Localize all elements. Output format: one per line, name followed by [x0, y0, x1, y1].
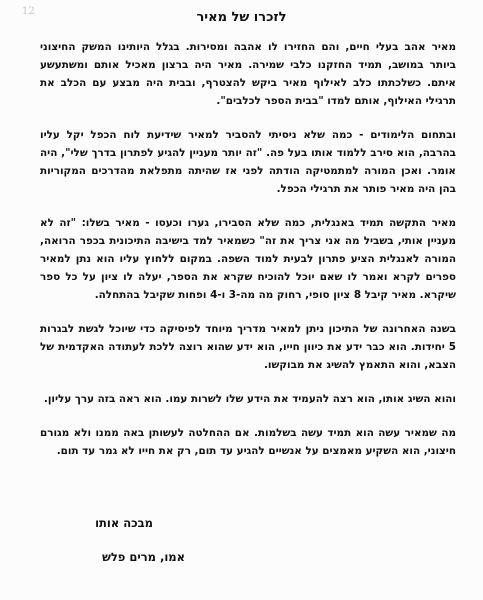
paragraph-1: מאיר אהב בעלי חיים, והם החזירו לו אהבה ומסירות. בגלל היותינו המשק החיצוני ביותר במושב, תמיד החזקנו כלבי שמירה. מאיר היה ברצון מאכיל אותם ומשתעשע איתם. כשלכתתו כלב לאילוף מאיר ביקש להצטרף, ובבית היה מבצע עם הכלב את תרגילי האילוף, אותם למדו "בבית הספר לכלבים". — [40, 41, 456, 107]
memorial-text — [40, 38, 456, 476]
document-title: לזכרו של מאיר — [196, 10, 287, 25]
paragraph-6: מה שמאיר עשה הוא תמיד עשה בשלמות. אם ההחלטה לעשותן באה ממנו ולא מגורם חיצוני, הוא השקיע מאמצים על אנשיים להגיע עד תום, רק את חייו לא גמר עד תום. — [40, 427, 456, 457]
paragraph-3: מאיר התקשה תמיד באנגלית, כמה שלא הסבירו, גערו וכעסו - מאיר בשלו: "זה לא מעניין אותי, בשביל מה אני צריך את זה" כשמאיר למד בישיבה התיכונית בכפר הרואה, המורה לאנגלית הציע פתרון לבעית למוד השפה. במקום ללחוץ עליו הוא נתן למאיר ספרים לקרא ואמר לו שאם יוכל להוכיח שקרא את הספר, יעלה לו ציון על כל ספר שיקרא. מאיר קיבל 8 ציון סופי, רחוק מה מה-3 ו-4 ופחות שקיבל בהתחלה. — [40, 217, 456, 301]
page-number: 12 — [22, 6, 35, 17]
closing-line: מבכה אותו — [95, 516, 153, 530]
paragraph-4: בשנה האחרונה של התיכון ניתן למאיר מדריך מיוחד לפיסיקה כדי שיוכל לגשת לבגרות 5 יחידות. הוא כבר ידע את כיוון חייו, הוא ידע שהוא רוצה ללכת לעתודה האקדמית של הצבא, והוא התאמץ להשיג את מבוקשו. — [40, 323, 456, 371]
signature: אמו, מרים פלש — [102, 550, 185, 564]
paragraph-2: ובתחום הלימודים - כמה שלא ניסיתי להסביר למאיר שידיעת לוח הכפל יקל עליו בהרבה, הוא סירב ללמוד אותו בעל פה. "זה יותר מעניין להגיע לפתרון בדרך שלי", היה אומר. ואכן המורה למתמטיקה הודתה לפני אז שהיתה מתפלאת מהדרכים המקוריות בהן היה מאיר פותר את תרגילי הכפל. — [40, 129, 456, 195]
paragraph-5: והוא השיג אותו, הוא רצה להעמיד את הידע שלו לשרות עמו. הוא ראה בזה ערך עליון. — [43, 393, 456, 405]
